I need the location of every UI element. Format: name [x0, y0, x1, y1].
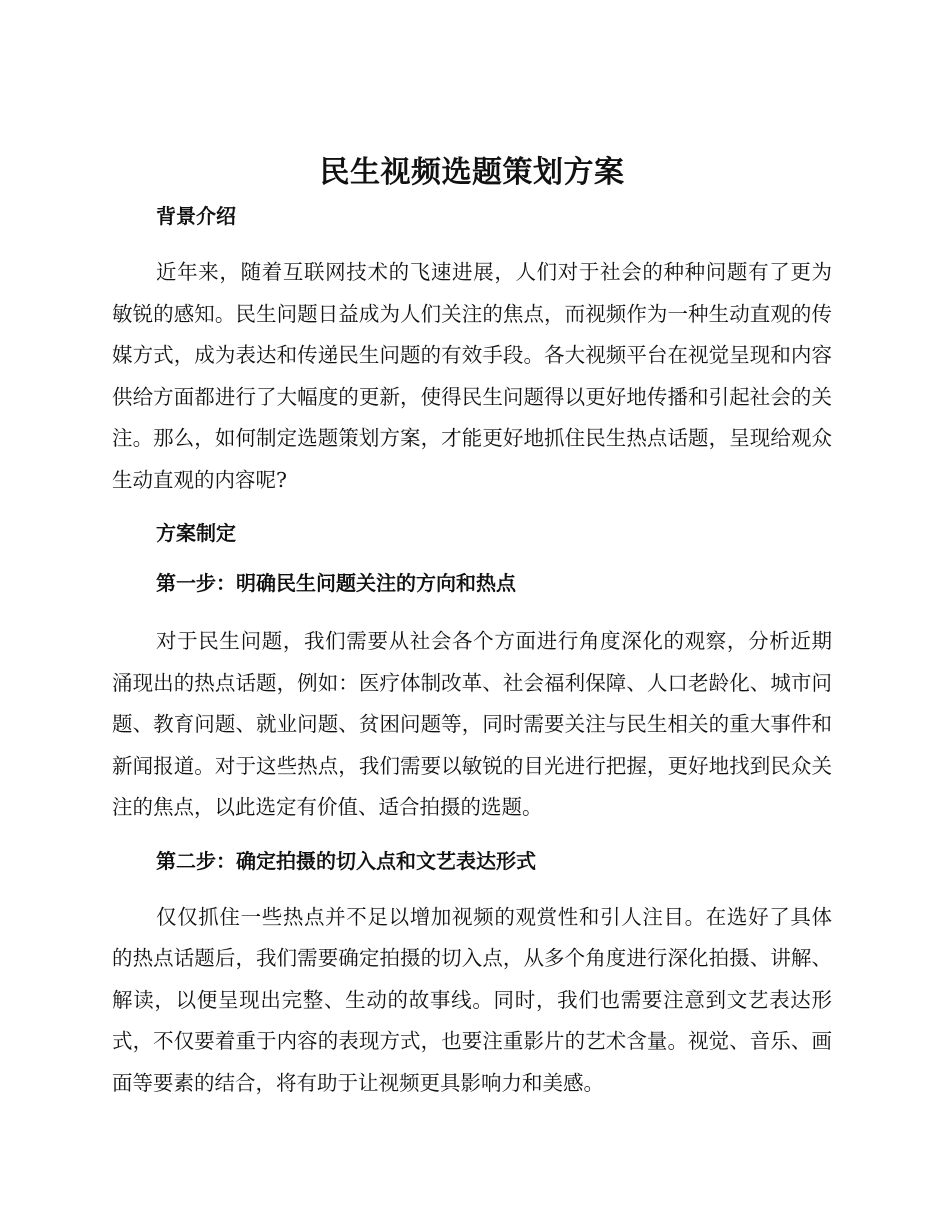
section-heading-background: 背景介绍	[156, 204, 236, 228]
section-paragraph-step1: 对于民生问题，我们需要从社会各个方面进行角度深化的观察，分析近期涌现出的热点话题，例如：医疗体制改革、社会福利保障、人口老龄化、城市问题、教育问题、就业问题、贫困问题等，同时需要关注与民生相关的重大事件和新闻报道。对于这些热点，我们需要以敏锐的目光进行把握，更好地找到民众关注的焦点，以此选定有价值、适合拍摄的选题。	[112, 629, 832, 819]
section-paragraph-step2: 仅仅抓住一些热点并不足以增加视频的观赏性和引人注目。在选好了具体的热点话题后，我们需要确定拍摄的切入点，从多个角度进行深化拍摄、讲解、解读，以便呈现出完整、生动的故事线。同时，我们也需要注意到文艺表达形式，不仅要着重于内容的表现方式，也要注重影片的艺术含量。视觉、音乐、画面等要素的结合，将有助于让视频更具影响力和美感。	[112, 904, 832, 1095]
section-paragraph-background: 近年来，随着互联网技术的飞速进展，人们对于社会的种种问题有了更为敏锐的感知。民生问题日益成为人们关注的焦点，而视频作为一种生动直观的传媒方式，成为表达和传递民生问题的有效手段。各大视频平台在视觉呈现和内容供给方面都进行了大幅度的更新，使得民生问题得以更好地传播和引起社会的关注。那么，如何制定选题策划方案，才能更好地抓住民生热点话题，呈现给观众生动直观的内容呢?	[112, 260, 832, 492]
document-title: 民生视频选题策划方案	[319, 155, 625, 190]
section-heading-step1: 第一步：明确民生问题关注的方向和热点	[156, 571, 516, 595]
section-heading-plan: 方案制定	[156, 521, 236, 545]
document-body	[112, 150, 832, 1104]
section-heading-step2: 第二步：确定拍摄的切入点和文艺表达形式	[156, 848, 536, 873]
